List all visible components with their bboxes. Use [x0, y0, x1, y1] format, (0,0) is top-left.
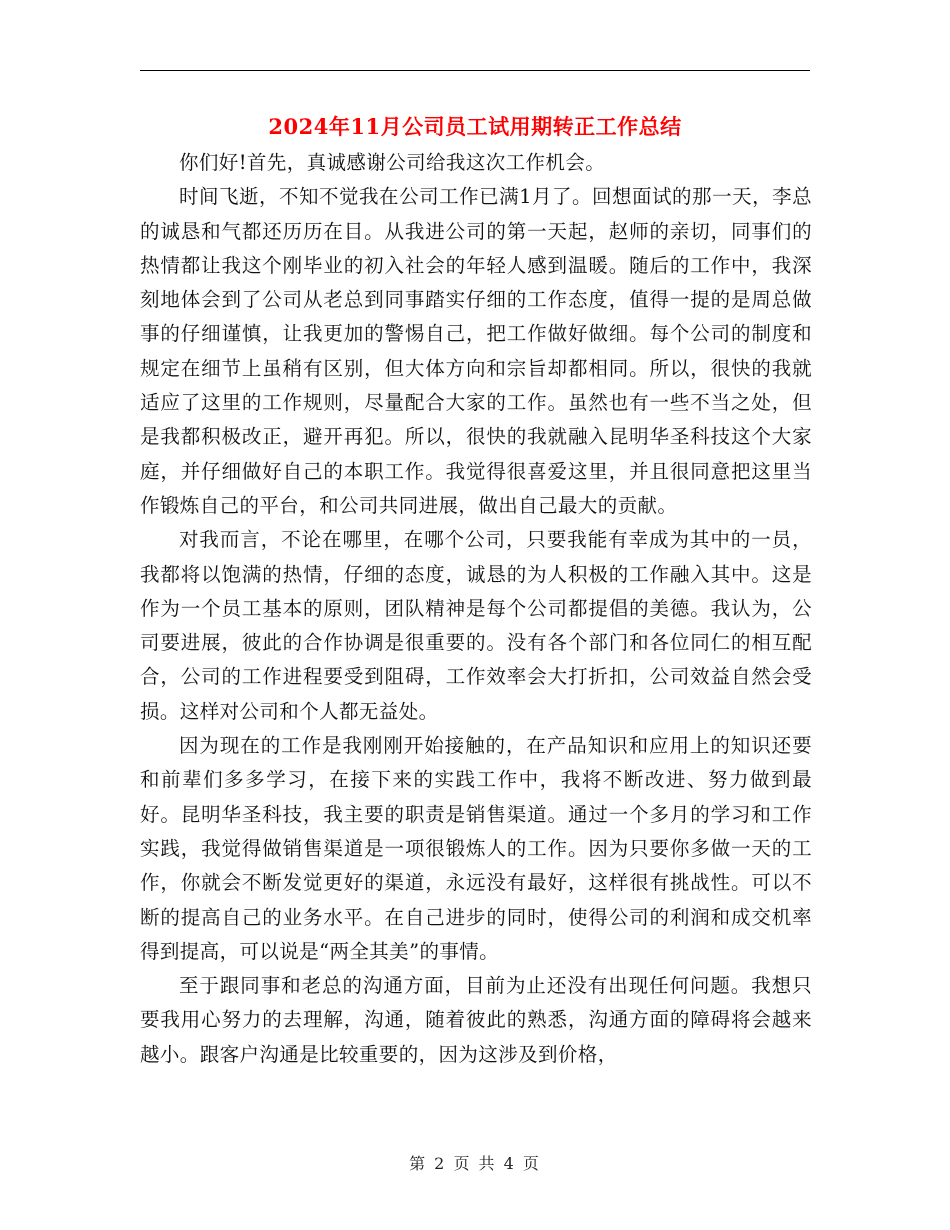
paragraph-sales-channel: 因为现在的工作是我刚刚开始接触的，在产品知识和应用上的知识还要和前辈们多多学习，在接下来的实践工作中，我将不断改进、努力做到最好。昆明华圣科技，我主要的职责是销售渠道。通过一个多月的学习和工作实践，我觉得做销售渠道是一项很锻炼人的工作。因为只要你多做一天的工作，你就会不断发觉更好的渠道，永远没有最好，这样很有挑战性。可以不断的提高自己的业务水平。在自己进步的同时，使得公司的利润和成交机率得到提高，可以说是“两全其美”的事情。 [140, 734, 812, 963]
paragraph-communication: 至于跟同事和老总的沟通方面，目前为止还没有出现任何问题。我想只要我用心努力的去理解，沟通，随着彼此的熟悉，沟通方面的障碍将会越来越小。跟客户沟通是比较重要的，因为这涉及到价格， [140, 974, 812, 1066]
paragraph-teamwork: 对我而言，不论在哪里，在哪个公司，只要我能有幸成为其中的一员，我都将以饱满的热情，仔细的态度，诚恳的为人积极的工作融入其中。这是作为一个员工基本的原则，团队精神是每个公司都提倡的美德。我认为，公司要进展，彼此的合作协调是很重要的。没有各个部门和各位同仁的相互配合，公司的工作进程要受到阻碍，工作效率会大打折扣，公司效益自然会受损。这样对公司和个人都无益处。 [140, 528, 812, 723]
document-title: 2024年11月公司员工试用期转正工作总结 [268, 114, 682, 139]
paragraph-greeting: 你们好!首先，真诚感谢公司给我这次工作机会。 [179, 151, 606, 174]
page-footer: 第 2 页 共 4 页 [409, 1154, 541, 1173]
paragraph-first-month: 时间飞逝，不知不觉我在公司工作已满1月了。回想面试的那一天，李总的诚恳和气都还历历在目。从我进公司的第一天起，赵师的亲切，同事们的热情都让我这个刚毕业的初入社会的年轻人感到温暖。随后的工作中，我深刻地体会到了公司从老总到同事踏实仔细的工作态度，值得一提的是周总做事的仔细谨慎，让我更加的警惕自己，把工作做好做细。每个公司的制度和规定在细节上虽稍有区别，但大体方向和宗旨却都相同。所以，很快的我就适应了这里的工作规则，尽量配合大家的工作。虽然也有一些不当之处，但是我都积极改正，避开再犯。所以，很快的我就融入昆明华圣科技这个大家庭，并仔细做好自己的本职工作。我觉得很喜爱这里，并且很同意把这里当作锻炼自己的平台，和公司共同进展，做出自己最大的贡献。 [140, 185, 812, 517]
header-rule [140, 70, 810, 71]
document-body [140, 146, 812, 1072]
